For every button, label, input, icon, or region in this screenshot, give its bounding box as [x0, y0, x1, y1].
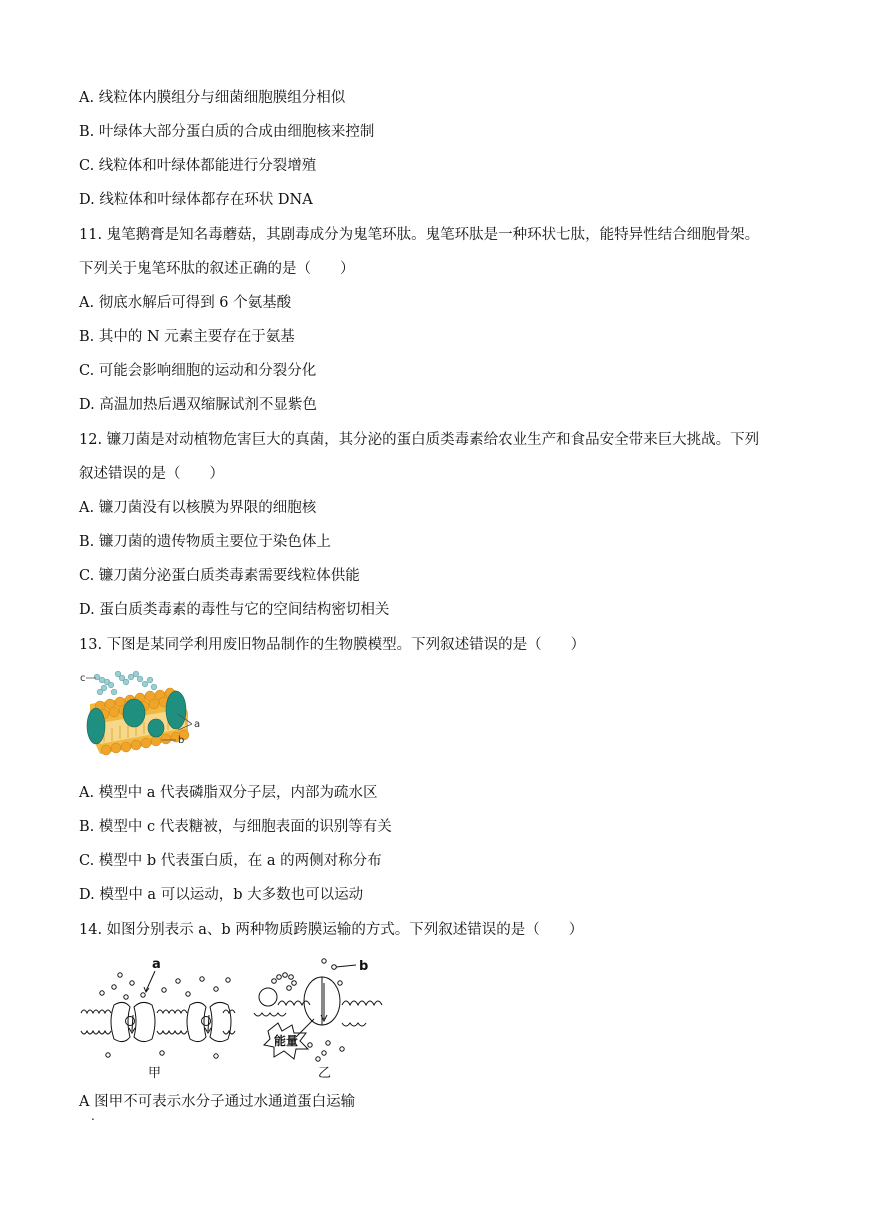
q13-option-b: B. 模型中 c 代表糖被，与细胞表面的识别等有关 [79, 819, 392, 835]
label-a: a [152, 957, 161, 972]
q13-option-a: A. 模型中 a 代表磷脂双分子层，内部为疏水区 [79, 785, 378, 801]
q11-option-c: C. 可能会影响细胞的运动和分裂分化 [79, 363, 317, 379]
label-c: c [80, 673, 86, 684]
label-b: b [178, 735, 185, 746]
label-a: a [194, 719, 201, 730]
q11-option-b: B. 其中的 N 元素主要存在于氨基 [79, 329, 295, 345]
q12-option-c: C. 镰刀菌分泌蛋白质类毒素需要线粒体供能 [79, 568, 360, 584]
transport-figure [78, 953, 398, 1083]
q11-stem-line1: 11. 鬼笔鹅膏是知名毒蘑菇，其剧毒成分为鬼笔环肽。鬼笔环肽是一种环状七肽，能特异性结合细胞骨架。 [79, 227, 760, 243]
q10-option-b: B. 叶绿体大部分蛋白质的合成由细胞核来控制 [79, 124, 375, 140]
glycocalyx-chains [94, 671, 157, 695]
diagram-jia [81, 957, 235, 1081]
label-energy: 能量 [274, 1034, 299, 1048]
membrane-model-figure [78, 668, 213, 768]
label-b: b [359, 959, 369, 974]
q13-stem: 13. 下图是某同学利用废旧物品制作的生物膜模型。下列叙述错误的是（ ） [79, 637, 586, 653]
q14-option-a: A 图甲不可表示水分子通过水通道蛋白运输 [79, 1094, 356, 1110]
q12-stem-line2: 叙述错误的是（ ） [79, 466, 224, 482]
q12-option-a: A. 镰刀菌没有以核膜为界限的细胞核 [79, 500, 317, 516]
q14-option-a-dot: . [91, 1109, 95, 1123]
q11-stem-line2: 下列关于鬼笔环肽的叙述正确的是（ ） [79, 261, 355, 277]
label-jia: 甲 [148, 1066, 162, 1081]
q10-option-d: D. 线粒体和叶绿体都存在环状 DNA [79, 192, 313, 208]
q10-option-a: A. 线粒体内膜组分与细菌细胞膜组分相似 [79, 90, 346, 106]
q13-option-d: D. 模型中 a 可以运动，b 大多数也可以运动 [79, 887, 364, 903]
q12-stem-line1: 12. 镰刀菌是对动植物危害巨大的真菌，其分泌的蛋白质类毒素给农业生产和食品安全带来巨大挑战。下列 [79, 432, 760, 448]
q12-option-d: D. 蛋白质类毒素的毒性与它的空间结构密切相关 [79, 602, 390, 618]
q11-option-d: D. 高温加热后遇双缩脲试剂不显紫色 [79, 397, 317, 413]
diagram-yi [254, 959, 382, 1081]
q13-option-c: C. 模型中 b 代表蛋白质，在 a 的两侧对称分布 [79, 853, 382, 869]
label-yi: 乙 [318, 1066, 332, 1081]
q10-option-c: C. 线粒体和叶绿体都能进行分裂增殖 [79, 158, 317, 174]
q12-option-b: B. 镰刀菌的遗传物质主要位于染色体上 [79, 534, 331, 550]
q14-stem: 14. 如图分别表示 a、b 两种物质跨膜运输的方式。下列叙述错误的是（ ） [79, 922, 584, 938]
q11-option-a: A. 彻底水解后可得到 6 个氨基酸 [79, 295, 292, 311]
